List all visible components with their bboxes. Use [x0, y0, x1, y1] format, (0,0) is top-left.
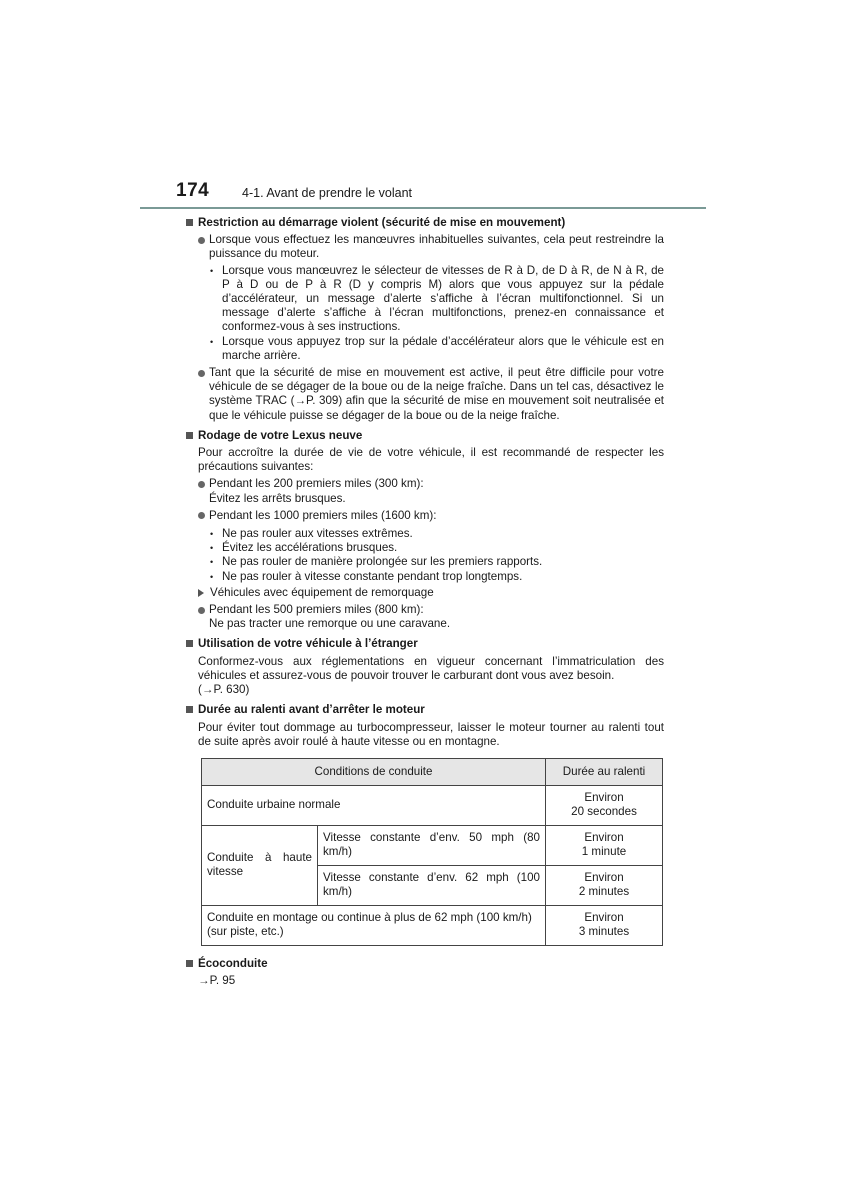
table-cell: Environ 3 minutes	[546, 905, 663, 945]
header-divider	[140, 207, 706, 209]
small-bullet-icon: •	[210, 529, 214, 540]
circle-bullet-icon	[198, 512, 205, 519]
sub-bullet: • Ne pas rouler à vitesse constante pendant trop longtemps.	[210, 569, 523, 583]
circle-point: Lorsque vous effectuez les manœuvres inhabituelles suivantes, cela peut restreindre la puissance du moteur.	[186, 233, 664, 261]
circle-point: Pendant les 200 premiers miles (300 km): Évitez les arrêts brusques.	[186, 477, 664, 505]
square-bullet-icon	[186, 960, 193, 967]
sub-bullet: • Lorsque vous manœuvrez le sélecteur de vitesses de R à D, de D à R, de N à R, de P à D ou de P à R (D y compris M) alors que vous appuyez sur la pédale d’accélérateur, un message d’alerte s’affiche à l’écran multifonctionnel. Si un message d’alerte s’affiche à l’écran multifonctions, prenez-en connaissance et conformez-vous à ses instructions.	[210, 263, 664, 334]
table-cell: Vitesse constante d’env. 62 mph (100 km/h)	[318, 865, 546, 905]
table-header: Conditions de conduite	[202, 758, 546, 785]
square-bullet-icon	[186, 640, 193, 647]
table-cell: Environ 2 minutes	[546, 865, 663, 905]
circle-point: Pendant les 500 premiers miles (800 km): Ne pas tracter une remorque ou une caravane.	[186, 603, 664, 631]
table-cell: Conduite à haute vitesse	[202, 825, 318, 905]
section-heading: Durée au ralenti avant d’arrêter le moteur	[186, 703, 664, 717]
circle-point: Pendant les 1000 premiers miles (1600 km):	[186, 509, 664, 523]
table-cell: Vitesse constante d’env. 50 mph (80 km/h)	[318, 825, 546, 865]
paragraph: Pour accroître la durée de vie de votre véhicule, il est recommandé de respecter les précautions suivantes:	[198, 446, 664, 474]
page-reference-link[interactable]: →P. 95	[198, 974, 236, 988]
sub-bullet: • Ne pas rouler de manière prolongée sur les premiers rapports.	[210, 555, 543, 569]
section-heading: Écoconduite	[186, 957, 664, 971]
table-cell: Environ 1 minute	[546, 825, 663, 865]
table-cell: Environ 20 secondes	[546, 785, 663, 825]
section-heading: Utilisation de votre véhicule à l’étranger	[186, 637, 664, 651]
small-bullet-icon: •	[210, 336, 214, 347]
table-header: Durée au ralenti	[546, 758, 663, 785]
circle-bullet-icon	[198, 607, 205, 614]
idling-table	[201, 758, 663, 946]
page-number: 174	[176, 180, 210, 201]
triangle-right-icon	[198, 589, 204, 597]
table-cell: Conduite urbaine normale	[202, 785, 546, 825]
section-heading: Restriction au démarrage violent (sécurité de mise en mouvement)	[186, 216, 664, 230]
small-bullet-icon: •	[210, 557, 214, 568]
square-bullet-icon	[186, 219, 193, 226]
towing-equipment-label: Véhicules avec équipement de remorquage	[186, 586, 664, 600]
circle-bullet-icon	[198, 370, 205, 377]
sub-bullet: • Ne pas rouler aux vitesses extrêmes.	[210, 527, 413, 541]
paragraph: Conformez-vous aux réglementations en vigueur concernant l’immatriculation des véhicules et assurez-vous de pouvoir trouver le carburant dont vous avez besoin. (→P. 630)	[198, 654, 664, 697]
small-bullet-icon: •	[210, 543, 214, 554]
circle-bullet-icon	[198, 481, 205, 488]
square-bullet-icon	[186, 706, 193, 713]
small-bullet-icon: •	[210, 571, 214, 582]
sub-bullet: • Lorsque vous appuyez trop sur la pédale d’accélérateur alors que le véhicule est en marche arrière.	[210, 334, 664, 362]
circle-point: Tant que la sécurité de mise en mouvement est active, il peut être difficile pour votre véhicule de se dégager de la boue ou de la neige fraîche. Dans un tel cas, désactivez le système TRAC (→P. 309) afin que la sécurité de mise en mouvement soit neutralisée et que le véhicule puisse se dégager de la boue ou de la neige fraîche.	[186, 366, 664, 423]
sub-bullet: • Évitez les accélérations brusques.	[210, 541, 398, 555]
table-cell: Conduite en montage ou continue à plus de 62 mph (100 km/h) (sur piste, etc.)	[202, 905, 546, 945]
page-reference-link[interactable]: (→P. 630)	[198, 683, 250, 697]
paragraph: Pour éviter tout dommage au turbocompresseur, laisser le moteur tourner au ralenti tout de suite après avoir roulé à haute vitesse ou en montagne.	[198, 720, 664, 748]
circle-bullet-icon	[198, 237, 205, 244]
section-heading: Rodage de votre Lexus neuve	[186, 429, 664, 443]
small-bullet-icon: •	[210, 265, 214, 276]
page-content	[186, 216, 664, 988]
section-header: 4-1. Avant de prendre le volant	[242, 186, 413, 200]
square-bullet-icon	[186, 432, 193, 439]
